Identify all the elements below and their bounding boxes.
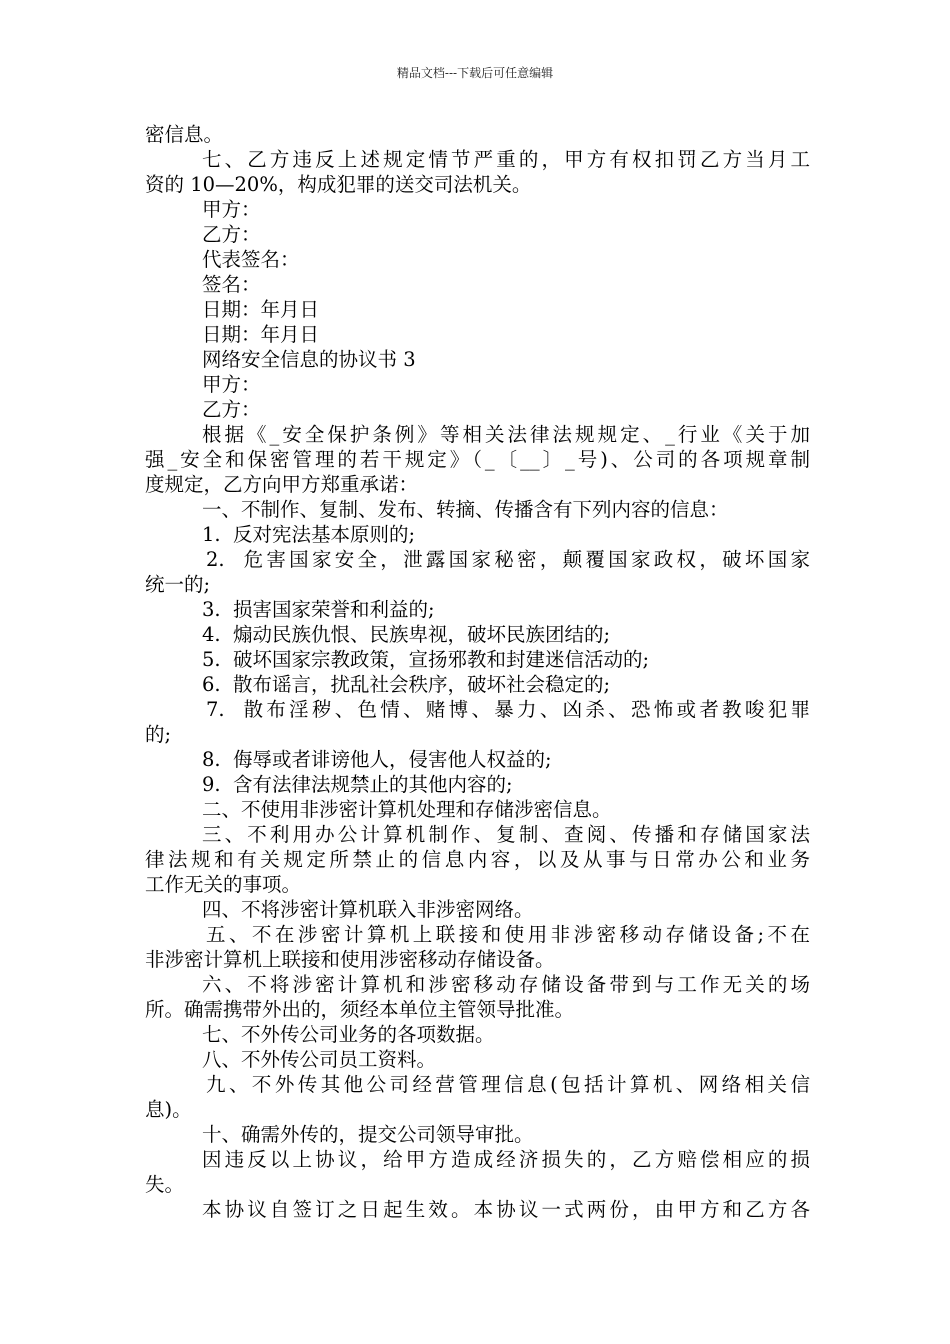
- clause-6: 六、不将涉密计算机和涉密移动存储设备带到与工作无关的场: [202, 973, 810, 996]
- page-header-watermark: 精品文档---下载后可任意编辑: [396, 66, 554, 80]
- text-line: 资的 10—20%，构成犯罪的送交司法机关。: [145, 173, 532, 196]
- list-item-7: 7. 散布淫秽、色情、赌博、暴力、凶杀、恐怖或者教唆犯罪: [206, 698, 810, 721]
- list-item-2-cont: 统一的;: [145, 573, 211, 596]
- clause-5-cont: 非涉密计算机上联接和使用涉密移动存储设备。: [145, 948, 555, 971]
- liability-text-cont: 失。: [145, 1173, 185, 1196]
- party-a-label: 甲方：: [202, 373, 261, 396]
- clause-4: 四、不将涉密计算机联入非涉密网络。: [202, 898, 534, 921]
- signature-label: 签名：: [202, 273, 261, 296]
- list-item-6: 6. 散布谣言，扰乱社会秩序，破坏社会稳定的;: [202, 673, 611, 696]
- clause-7: 七、不外传公司业务的各项数据。: [202, 1023, 495, 1046]
- party-b-label: 乙方：: [202, 223, 261, 246]
- preamble-text: 根据《_安全保护条例》等相关法律法规规定、_行业《关于加: [202, 423, 810, 446]
- clause-10: 十、确需外传的，提交公司领导审批。: [202, 1123, 534, 1146]
- clause-9-cont: 息)。: [145, 1098, 192, 1121]
- list-item-4: 4. 煽动民族仇恨、民族卑视，破坏民族团结的;: [202, 623, 611, 646]
- list-item-3: 3. 损害国家荣誉和利益的;: [202, 598, 435, 621]
- party-a-label: 甲方：: [202, 198, 261, 221]
- effective-text: 本协议自签订之日起生效。本协议一式两份，由甲方和乙方各: [202, 1198, 810, 1221]
- clause-3-cont: 工作无关的事项。: [145, 873, 302, 896]
- clause-6-cont: 所。确需携带外出的，须经本单位主管领导批准。: [145, 998, 575, 1021]
- text-line: 密信息。: [145, 123, 224, 146]
- clause-3: 三、不利用办公计算机制作、复制、查阅、传播和存储国家法: [202, 823, 810, 846]
- clause-9: 九、不外传其他公司经营管理信息(包括计算机、网络相关信: [206, 1073, 810, 1096]
- clause-5: 五、不在涉密计算机上联接和使用非涉密移动存储设备;不在: [206, 923, 810, 946]
- list-item-9: 9. 含有法律法规禁止的其他内容的;: [202, 773, 513, 796]
- agreement-title: 网络安全信息的协议书 3: [202, 348, 416, 371]
- preamble-text: 强_安全和保密管理的若干规定》（_〔__〕_号)、公司的各项规章制: [145, 448, 810, 471]
- clause-8: 八、不外传公司员工资料。: [202, 1048, 437, 1071]
- list-item-1: 1. 反对宪法基本原则的;: [202, 523, 416, 546]
- clause-3-cont: 律法规和有关规定所禁止的信息内容，以及从事与日常办公和业务: [145, 848, 810, 871]
- representative-signature-label: 代表签名：: [202, 248, 300, 271]
- clause-2: 二、不使用非涉密计算机处理和存储涉密信息。: [202, 798, 612, 821]
- liability-text: 因违反以上协议，给甲方造成经济损失的，乙方赔偿相应的损: [202, 1148, 810, 1171]
- clause-1-heading: 一、不制作、复制、发布、转摘、传播含有下列内容的信息：: [202, 498, 729, 521]
- list-item-7-cont: 的;: [145, 723, 172, 746]
- preamble-text: 度规定，乙方向甲方郑重承诺：: [145, 473, 419, 496]
- document-body: [145, 122, 810, 1222]
- date-label: 日期：年月日: [202, 323, 320, 346]
- list-item-2: 2. 危害国家安全，泄露国家秘密，颠覆国家政权，破坏国家: [206, 548, 810, 571]
- date-label: 日期：年月日: [202, 298, 320, 321]
- clause-7-text: 七、乙方违反上述规定情节严重的，甲方有权扣罚乙方当月工: [202, 148, 810, 171]
- list-item-8: 8. 侮辱或者诽谤他人，侵害他人权益的;: [202, 748, 552, 771]
- party-b-label: 乙方：: [202, 398, 261, 421]
- list-item-5: 5. 破坏国家宗教政策，宣扬邪教和封建迷信活动的;: [202, 648, 650, 671]
